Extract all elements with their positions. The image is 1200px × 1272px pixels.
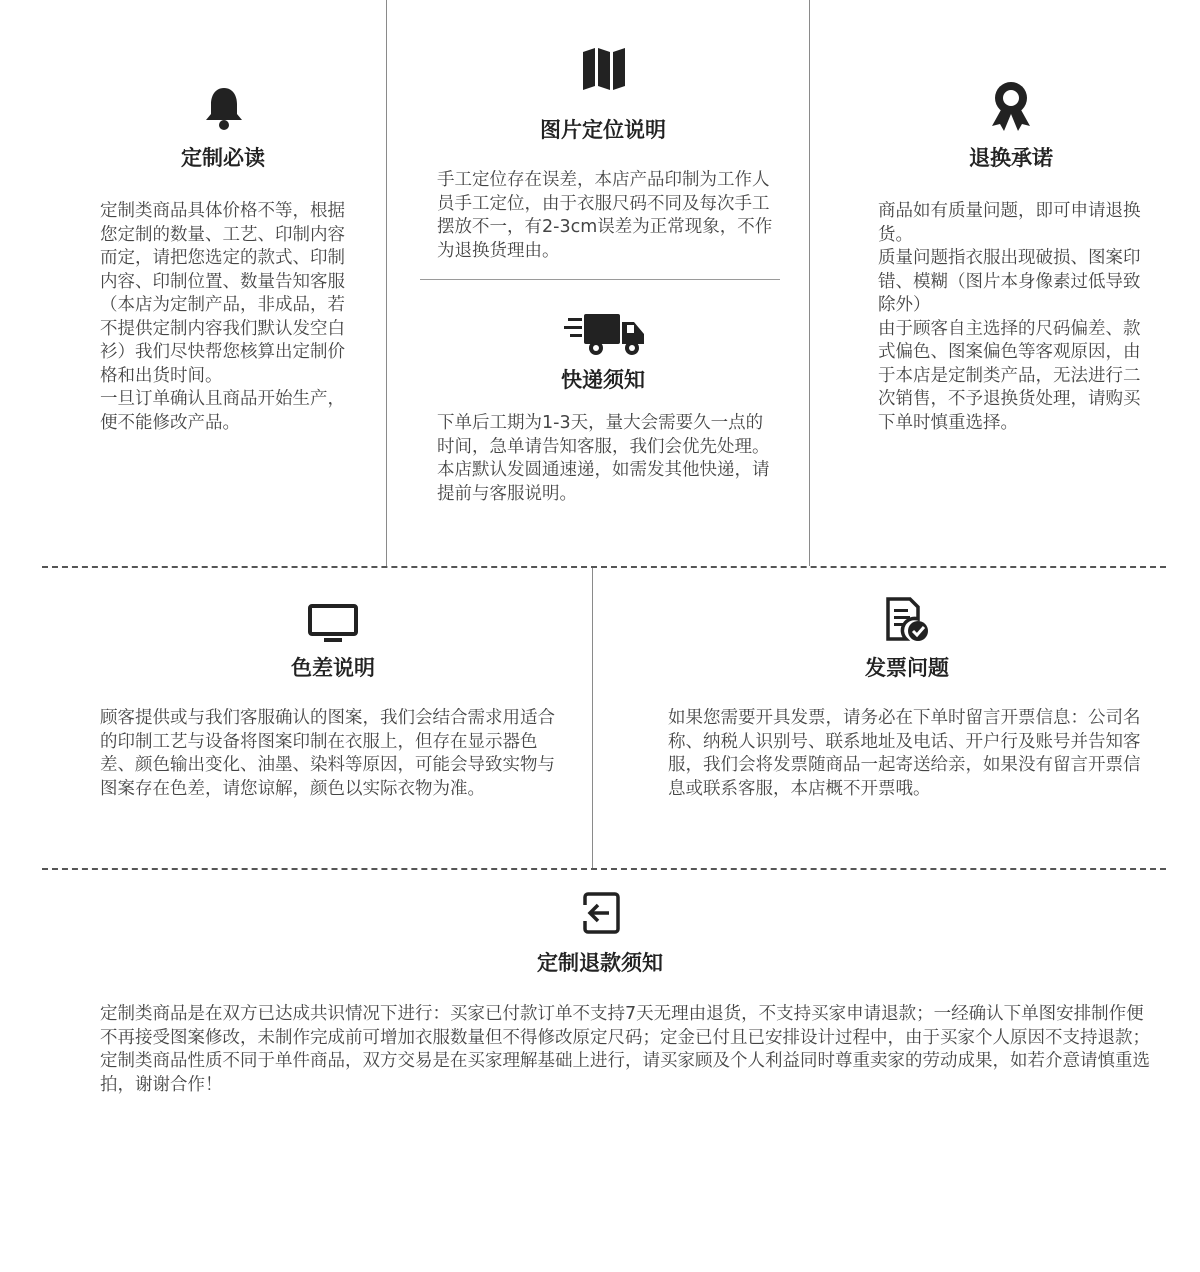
paragraph: 由于顾客自主选择的尺码偏差、款式偏色、图案偏色等客观原因，由于本店是定制类产品，无法进行二次销售，不予退换货处理，请购买下单时慎重选择。 [878, 318, 1141, 433]
exit-arrow-icon [577, 891, 621, 935]
dashed-divider-bottom [42, 868, 1166, 870]
column-divider-left [386, 0, 387, 566]
row-divider-center [592, 568, 593, 868]
dashed-divider-top [42, 566, 1166, 568]
award-ribbon-icon [986, 80, 1036, 132]
map-icon [580, 46, 628, 92]
section-body [437, 169, 775, 263]
section-title: 色差说明 [291, 656, 375, 680]
middle-column-divider [420, 279, 780, 280]
section-title: 定制必读 [181, 146, 265, 170]
section-body [437, 412, 775, 506]
section-title: 图片定位说明 [540, 118, 666, 142]
paragraph: 定制类商品具体价格不等，根据您定制的数量、工艺、印制内容而定，请把您选定的款式、印制内容、印制位置、数量告知客服（本店为定制产品，非成品，若不提供定制内容我们默认发空白衫）我们尽快帮您核算出定制价格和出货时间。 [100, 201, 345, 386]
column-divider-right [809, 0, 810, 566]
paragraph: 本店默认发圆通速递，如需发其他快递，请提前与客服说明。 [437, 460, 770, 504]
bell-icon [200, 84, 248, 132]
section-body [100, 200, 356, 435]
section-body [100, 1003, 1158, 1097]
section-title: 发票问题 [865, 656, 949, 680]
section-title: 快递须知 [561, 368, 645, 392]
section-title: 定制退款须知 [537, 951, 663, 975]
section-title: 退换承诺 [969, 146, 1053, 170]
invoice-check-icon [884, 597, 930, 643]
paragraph: 手工定位存在误差，本店产品印制为工作人员手工定位，由于衣服尺码不同及每次手工摆放不一，有2-3cm误差为正常现象，不作为退换货理由。 [437, 170, 773, 261]
paragraph: 质量问题指衣服出现破损、图案印错、模糊（图片本身像素过低导致除外） [878, 248, 1141, 315]
paragraph: 定制类商品是在双方已达成共识情况下进行：买家已付款订单不支持7天无理由退货，不支持买家申请退款；一经确认下单图安排制作便不再接受图案修改，未制作完成前可增加衣服数量但不得修改原定尺码；定金已付且已安排设计过程中，由于买家个人原因不支持退款；定制类商品性质不同于单件商品，双方交易是在买家理解基础上进行，请买家顾及个人利益同时尊重卖家的劳动成果，如若介意请慎重选拍，谢谢合作！ [100, 1004, 1150, 1095]
delivery-truck-icon [564, 310, 646, 360]
paragraph: 商品如有质量问题，即可申请退换货。 [878, 201, 1141, 245]
monitor-icon [308, 604, 358, 644]
section-body [100, 707, 570, 801]
section-body [878, 200, 1146, 435]
paragraph: 如果您需要开具发票，请务必在下单时留言开票信息：公司名称、纳税人识别号、联系地址及电话、开户行及账号并告知客服，我们会将发票随商品一起寄送给亲，如果没有留言开票信息或联系客服，本店概不开票哦。 [668, 708, 1141, 799]
paragraph: 下单后工期为1-3天，量大会需要久一点的时间，急单请告知客服，我们会优先处理。 [437, 413, 770, 457]
section-body [668, 707, 1154, 801]
paragraph: 顾客提供或与我们客服确认的图案，我们会结合需求用适合的印制工艺与设备将图案印制在衣服上，但存在显示器色差、颜色输出变化、油墨、染料等原因，可能会导致实物与图案存在色差，请您谅解，颜色以实际衣物为准。 [100, 708, 555, 799]
paragraph: 一旦订单确认且商品开始生产，便不能修改产品。 [100, 389, 345, 433]
